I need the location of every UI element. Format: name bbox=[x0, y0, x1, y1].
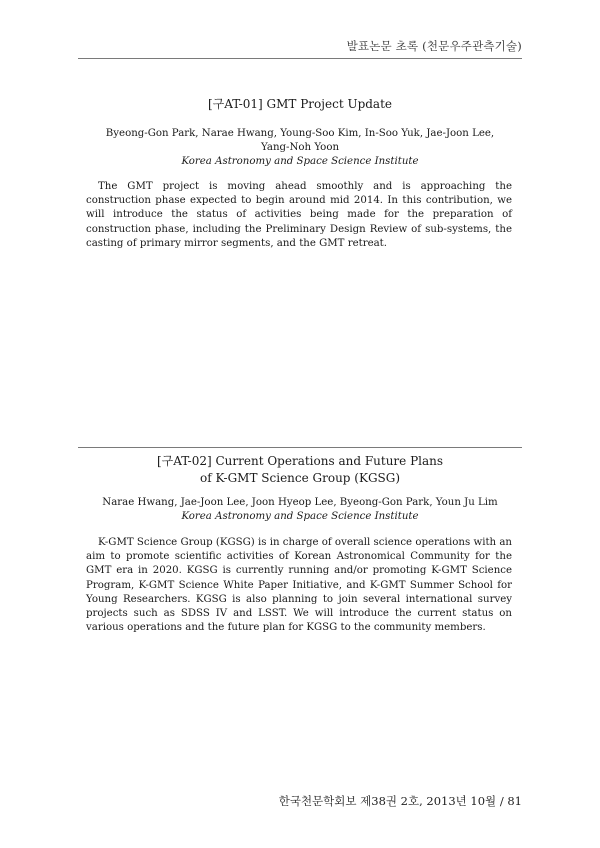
section-divider bbox=[78, 447, 522, 448]
abstract-body: K-GMT Science Group (KGSG) is in charge of overall science operations with an aim to promote scientific activities of Korean Astronomical Community for the GMT era in 2020. KGSG is currently running and/or promoting K-GMT Science Program, K-GMT Science White Paper Initiative, and K-GMT Summer School for Young Researchers. KGSG is also planning to join several international survey projects such as SDSS IV and LSST. We will introduce the current status on various operations and the future plan for KGSG to the community members. bbox=[86, 537, 512, 634]
running-header: 발표논문 초록 (천문우주관측기술) bbox=[346, 39, 522, 53]
institution: Korea Astronomy and Space Science Institute bbox=[181, 511, 419, 523]
abstract-authors bbox=[78, 127, 522, 170]
abstract-title bbox=[78, 96, 522, 113]
author-line: Narae Hwang, Jae-Joon Lee, Joon Hyeop Lee, Byeong-Gon Park, Youn Ju Lim bbox=[102, 497, 498, 508]
author-line: Yang-Noh Yoon bbox=[260, 142, 340, 154]
page-footer: 한국천문학회보 제38권 2호, 2013년 10월 / 81 bbox=[278, 794, 522, 808]
institution: Korea Astronomy and Space Science Institute bbox=[181, 156, 419, 168]
abstract-authors bbox=[78, 496, 522, 524]
header-rule bbox=[78, 58, 522, 59]
abstract-body: The GMT project is moving ahead smoothly and is approaching the construction phase expected to begin around mid 2014. In this contribution, we will introduce the status of activities being made for the preparation of construction phase, including the Preliminary Design Review of sub-systems, the casting of primary mirror segments, and the GMT retreat. bbox=[86, 181, 512, 249]
abstract-title bbox=[78, 453, 522, 487]
author-line: Byeong-Gon Park, Narae Hwang, Young-Soo Kim, In-Soo Yuk, Jae-Joon Lee, bbox=[105, 128, 495, 139]
title-line: [구AT-01] GMT Project Update bbox=[207, 97, 393, 111]
title-line: [구AT-02] Current Operations and Future Plans bbox=[156, 454, 444, 468]
title-line: of K-GMT Science Group (KGSG) bbox=[199, 471, 401, 485]
